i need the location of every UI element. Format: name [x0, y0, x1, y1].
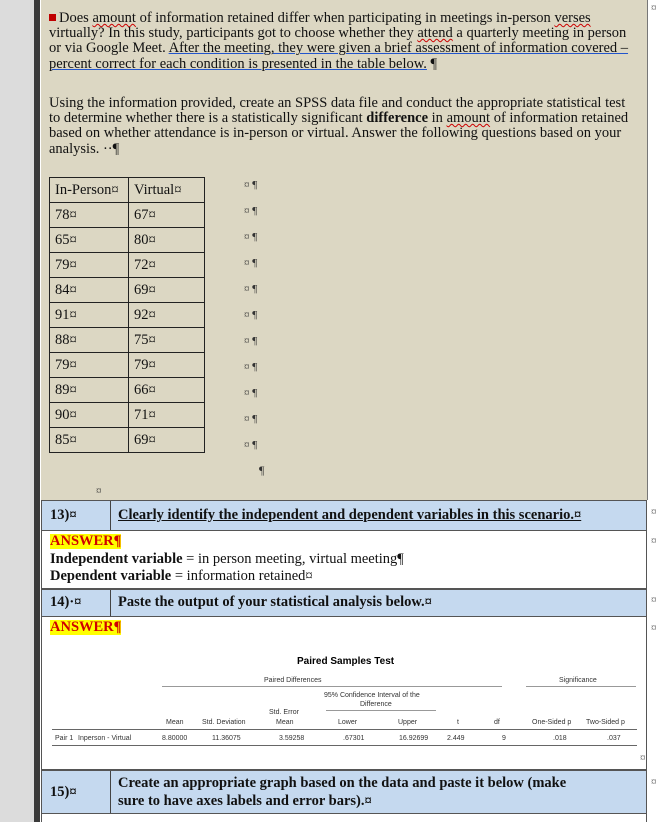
cell-end-mark: ¤ — [651, 506, 657, 518]
cell-end-mark: ¤ — [96, 485, 102, 497]
intro-paragraph-1 — [49, 11, 639, 72]
rule — [326, 710, 436, 711]
row-label-pair: Pair 1 — [55, 735, 74, 742]
column-header-two-sided: Two-Sided p — [586, 719, 625, 726]
answer-label: ANSWER¶ — [50, 619, 122, 635]
paragraph-1-run: verses — [554, 10, 591, 26]
value-df: 9 — [502, 735, 506, 742]
paragraph-1-run: Does — [59, 10, 93, 26]
column-header-lower: Lower — [338, 719, 358, 726]
row-end-mark: ¤ ¶ — [244, 335, 258, 347]
paragraph-2-run: in — [428, 110, 447, 127]
independent-variable-answer: Independent variable = in person meeting, virtual meeting¶ — [50, 551, 404, 567]
question-number: 13)¤ — [50, 507, 77, 523]
question-text: Clearly identify the independent and dependent variables in this scenario.¤ — [118, 507, 582, 523]
row-end-mark: ¤ ¶ — [244, 231, 258, 243]
column-header-virtual: Virtual¤ — [129, 178, 205, 203]
paragraph-1-run: ¶ — [426, 55, 438, 72]
cell-end-mark: ¤ — [651, 622, 657, 634]
question-14-row — [41, 589, 647, 617]
table-cell: 78¤ — [50, 203, 129, 228]
table-cell: 88¤ — [50, 328, 129, 353]
row-end-mark: ¤ ¶ — [244, 205, 258, 217]
value-std-error: 3.59258 — [279, 735, 305, 742]
table-cell: 75¤ — [129, 328, 205, 353]
table-cell: 66¤ — [129, 378, 205, 403]
group-header-ci: 95% Confidence Interval of the — [324, 692, 420, 699]
answer-15-cell[interactable] — [41, 814, 647, 822]
cell-end-mark: ¤ — [651, 535, 657, 547]
question-text-line-2: sure to have axes labels and error bars).¤ — [118, 793, 372, 809]
table-cell: 79¤ — [50, 353, 129, 378]
table-cell: 65¤ — [50, 228, 129, 253]
output-title: Paired Samples Test — [297, 656, 395, 667]
value-upper: 16.92699 — [399, 735, 429, 742]
document-margin — [0, 0, 38, 822]
rule — [52, 729, 637, 730]
column-header-std-error: Std. Error — [269, 709, 299, 716]
paragraph-2-run: Using the information provided, create an SPSS data file and conduct the appropriate statistical test to determine whether there is a statistically significant — [49, 95, 626, 127]
answer-13-cell[interactable] — [41, 531, 647, 589]
column-divider — [110, 590, 111, 616]
question-text-line-1: Create an appropriate graph based on the data and paste it below (make — [118, 775, 567, 791]
row-end-mark: ¤ ¶ — [244, 439, 258, 451]
paragraph-mark: ¶ — [259, 463, 265, 477]
cell-end-mark: ¤ — [651, 594, 657, 606]
value-lower: .67301 — [343, 735, 365, 742]
column-divider — [110, 501, 111, 530]
table-cell: 69¤ — [129, 278, 205, 303]
intro-paragraph-2 — [49, 96, 639, 157]
dependent-variable-answer: Dependent variable = information retained¤ — [50, 568, 313, 584]
column-header-t: t — [457, 719, 459, 726]
paragraph-1-run: virtually? In this study, participants got to choose whether they — [49, 25, 418, 42]
row-end-mark: ¤ ¶ — [244, 257, 258, 269]
margin-rule — [34, 0, 40, 822]
question-15-row — [41, 770, 647, 814]
column-header-df: df — [494, 719, 500, 726]
table-cell: 80¤ — [129, 228, 205, 253]
paragraph-1-run: amount — [92, 10, 136, 26]
table-cell: 91¤ — [50, 303, 129, 328]
column-header-mean: Mean — [166, 719, 184, 726]
data-table — [49, 177, 205, 453]
cell-end-mark: ¤ — [651, 776, 657, 788]
table-cell: 84¤ — [50, 278, 129, 303]
answer-14-cell[interactable] — [41, 617, 647, 770]
value-t: 2.449 — [447, 735, 465, 742]
table-cell: 71¤ — [129, 403, 205, 428]
question-text: Paste the output of your statistical analysis below.¤ — [118, 594, 432, 610]
column-header-one-sided: One-Sided p — [532, 719, 572, 726]
table-cell: 79¤ — [129, 353, 205, 378]
column-header-std-error-mean: Mean — [276, 719, 294, 726]
question-13-row — [41, 500, 647, 531]
row-label-variables: Inperson - Virtual — [78, 735, 132, 742]
paragraph-1-run: After the meeting, they were given a brief assessment of information covered – percent correct for each condition is presented in the table below. — [49, 40, 629, 72]
paragraph-2-run: of information retained based on whether attendance is in-person or virtual. Answer the following questions based on your analysis. ··¶ — [49, 110, 629, 157]
paragraph-2-run: difference — [366, 110, 429, 127]
table-cell: 72¤ — [129, 253, 205, 278]
column-header-upper: Upper — [398, 719, 418, 726]
instructions-panel — [41, 0, 648, 500]
group-header-paired: Paired Differences — [264, 677, 322, 684]
row-end-mark: ¤ ¶ — [244, 283, 258, 295]
column-divider — [110, 771, 111, 813]
paragraph-marker-icon — [49, 14, 56, 21]
table-cell: 67¤ — [129, 203, 205, 228]
row-end-mark: ¤ ¶ — [244, 361, 258, 373]
row-end-mark: ¤ ¶ — [244, 387, 258, 399]
rule — [162, 686, 502, 687]
rule — [526, 686, 636, 687]
group-header-significance: Significance — [559, 677, 597, 684]
table-cell: 89¤ — [50, 378, 129, 403]
table-cell: 90¤ — [50, 403, 129, 428]
value-mean: 8.80000 — [162, 735, 188, 742]
paragraph-2-run: amount — [446, 110, 491, 127]
value-std-deviation: 11.36075 — [212, 735, 241, 742]
question-number: 14)·¤ — [50, 594, 82, 610]
column-header-in-person: In-Person¤ — [50, 178, 129, 203]
cell-end-mark: ¤ — [651, 2, 657, 14]
answer-label: ANSWER¶ — [50, 533, 122, 549]
row-end-mark: ¤ ¶ — [244, 309, 258, 321]
group-header-ci-2: Difference — [360, 701, 392, 708]
table-cell: 79¤ — [50, 253, 129, 278]
paragraph-1-run: a quarterly meeting in person or via Google Meet. — [49, 25, 627, 57]
table-cell: 69¤ — [129, 428, 205, 453]
paragraph-1-run: attend — [417, 25, 453, 42]
table-cell: 92¤ — [129, 303, 205, 328]
rule — [52, 745, 637, 746]
row-end-mark: ¤ ¶ — [244, 179, 258, 191]
row-end-mark: ¤ ¶ — [244, 413, 258, 425]
value-two-sided: .037 — [607, 735, 621, 742]
column-header-std-deviation: Std. Deviation — [202, 719, 246, 726]
table-cell: 85¤ — [50, 428, 129, 453]
question-number: 15)¤ — [50, 784, 77, 800]
paragraph-1-run: of information retained differ when participating in meetings in-person — [135, 10, 555, 26]
value-one-sided: .018 — [553, 735, 567, 742]
cell-end-mark: ¤ — [640, 752, 646, 764]
